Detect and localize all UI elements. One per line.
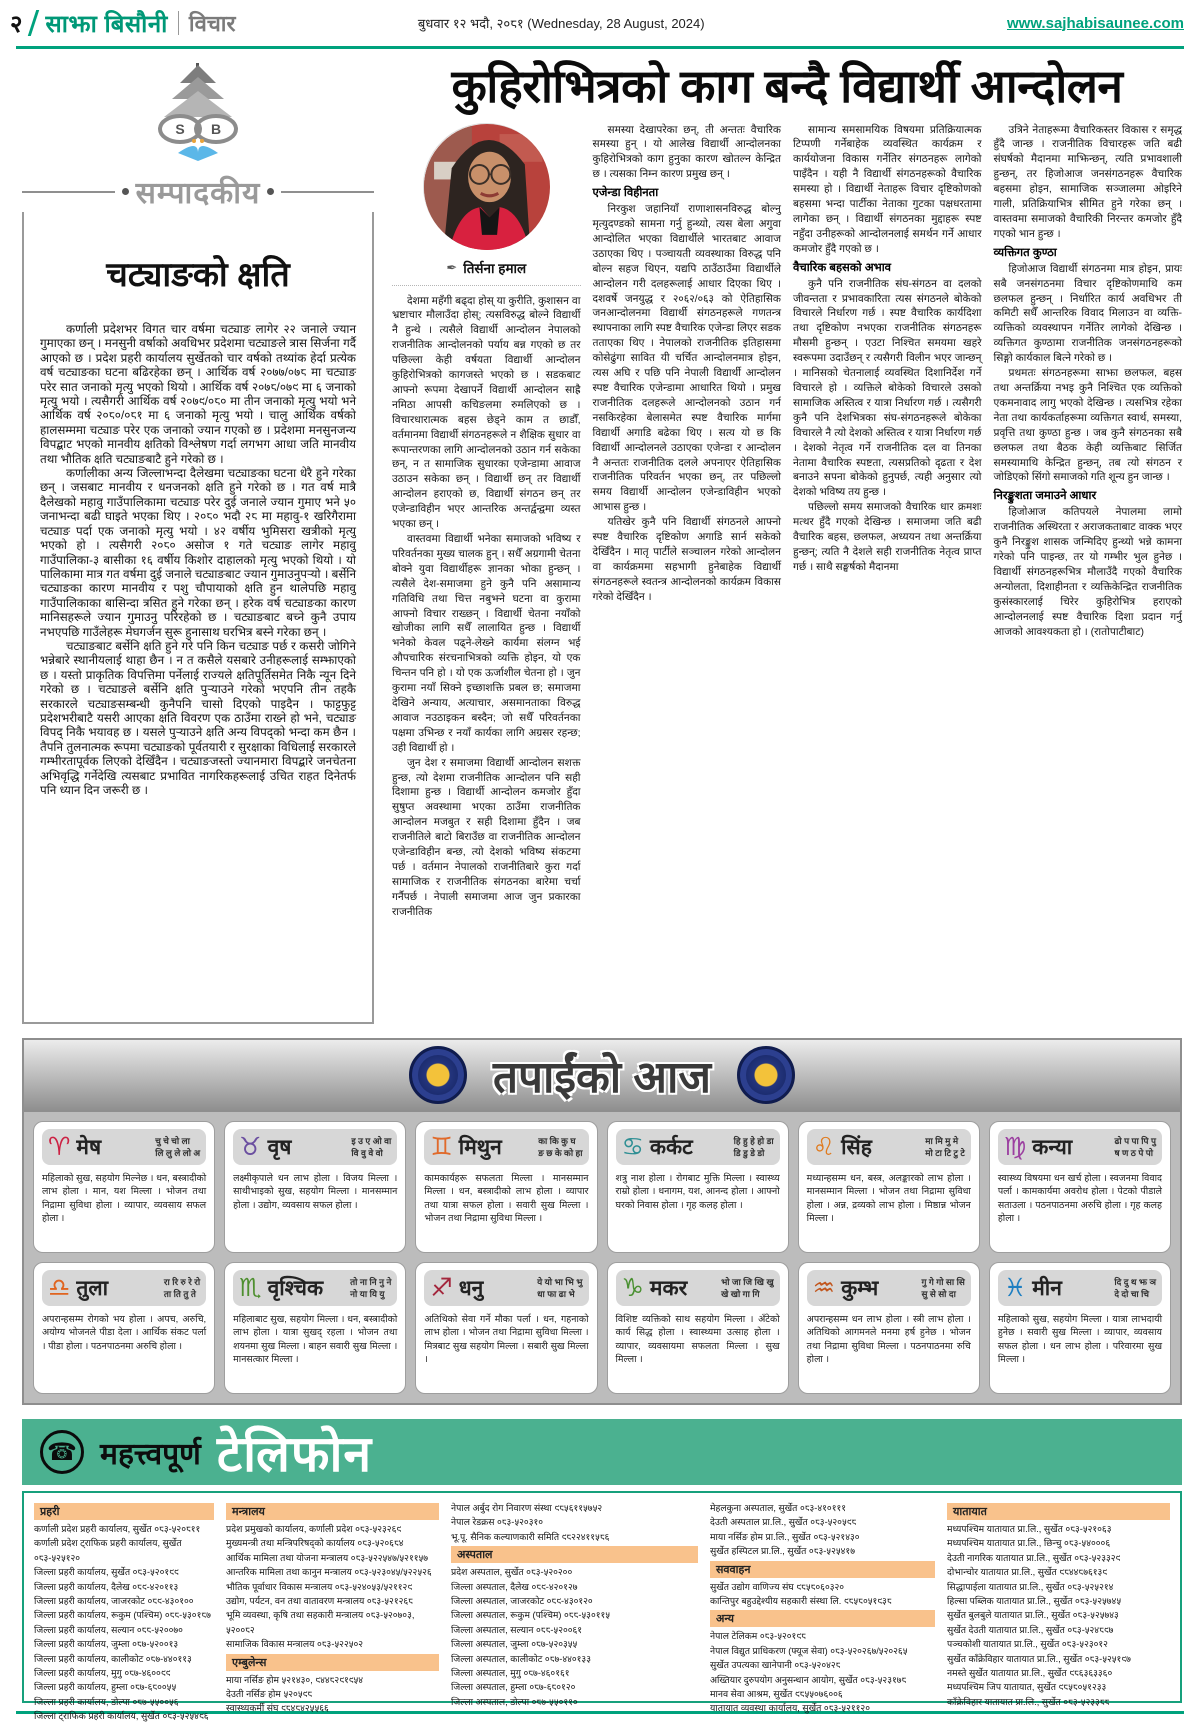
zodiac-letters-line2: वि वु वे वो: [351, 1148, 383, 1158]
phone-entry: जिल्ला अस्पताल, दैलेख ०८९-४२०१२७: [451, 1581, 578, 1592]
zodiac-letters-line1: ढो प पा पि पु: [1114, 1136, 1156, 1146]
zodiac-wheel-icon-left: [409, 1046, 467, 1104]
phone-entry: जिल्ला प्रहरी कार्यालय, सुर्खेत ०८३-५२०१९९: [34, 1567, 179, 1578]
phone-category-header: एम्बुलेन्स: [226, 1654, 439, 1671]
zodiac-prediction: मध्यान्हसम्म धन, बस्त्र, अलङ्कारको लाभ होला । मानसम्मान मिल्ला । भोजन तथा निद्रामा सुविधा होला । अन्न, द्रव्यको लाभ होला । मिष्ठान्न भोजन मिल्ला ।: [806, 1172, 971, 1224]
zodiac-1-icon: ♈: [48, 1132, 71, 1161]
zodiac-card-header: [424, 1129, 588, 1165]
phone-entry: उद्योग, पर्यटन, वन तथा वातावरण मन्त्रालय ०८३-५२१२६८: [226, 1596, 413, 1607]
article-col3-paragraph: सामान्य समसामयिक विषयमा प्रतिक्रियात्मक टिप्पणी गर्नेबाहेक व्यवस्थित कार्यक्रम र कार्ययोजना विकास गर्नेतिर संगठनहरू लागेको पाइँदैन । यही नै विद्यार्थी संगठनहरूको वैचारिक समस्या हो । विद्यार्थी नेताहरू विचार दृष्टिकोणको बहसमा भन्दा पार्टीका नेताका गुटका पक्षधरतामा लागेका छन् । विद्यार्थी संगठनका मुद्दाहरू स्पष्ट नहुँदा उनीहरूको आन्दोलनलाई समर्थन गर्ने आधार कमजोर हुँदै गएको छ ।: [793, 123, 982, 255]
phone-entry: जिल्ला प्रहरी कार्यालय, रूकुम (पश्चिम) ०८८-५३०१८७: [34, 1610, 211, 1621]
zodiac-letters-line1: दि दु थ झ ञ: [1114, 1277, 1156, 1287]
main-article: [392, 59, 1182, 1024]
zodiac-9-icon: ♐: [430, 1273, 453, 1302]
zodiac-letters: [164, 1276, 200, 1300]
article-col4-paragraph: उत्रिने नेताहरूमा वैचारिकस्तर विकास र समृद्ध हुँदै जान्छ । राजनीतिक विचारहरू जति बढी संघर्षको मैदानमा माझिन्छन्, त्यति प्रभावशाली हुन्छन्, तर हिजोआज जनसंगठनहरू वैचारिक बहसमा होइन, सामाजिक सञ्जालमा ओइरिने गाली, प्रतिक्रियाभित्र सीमित हुने गरेका छन् । वास्तवमा समाजको वैचारिकी निरन्तर कमजोर हुँदै गएको भान हुन्छ ।: [993, 123, 1182, 240]
editorial-section: [22, 59, 374, 1024]
author-byline: [446, 259, 526, 277]
zodiac-prediction: लक्ष्मीकृपाले धन लाभ होला । विजय मिल्ला । साथीभाइको सुख, सहयोग मिल्ला । मानसम्मान होला । उद्योग, व्यवसाय सफल होला ।: [233, 1172, 398, 1210]
zodiac-letters-line2: दे दो चा चि: [1114, 1289, 1149, 1299]
phone-category-header: यातायात: [947, 1503, 1170, 1520]
zodiac-wheel-icon-right: [737, 1046, 795, 1104]
zodiac-letters-line2: ता ति तु ते: [163, 1289, 196, 1299]
article-col1-paragraph: जुन देश र समाजमा विद्यार्थी आन्दोलन सशक्त हुन्छ, त्यो देशमा राजनीतिक आन्दोलन पनि सही दिशामा हुन्छ । विद्यार्थी आन्दोलन कमजोर हुँदा सुषुप्त अवस्थामा भएका ठाउँमा राजनीतिक आन्दोलन मजबुत र सही दिशामा हुँदैन । जब राजनीतिले बाटो बिराउँछ वा राजनीतिक आन्दोलन एजेन्डाविहीन बन्छ, त्यो देशको भविष्य संकटमा पर्छ । वर्तमान नेपालको राजनीतिबारे कुरा गर्दा सामाजिक र राजनीतिक संगठनका बारेमा चर्चा गर्नैपर्छ । नेपाली समाजमा आज जुन प्रकारका राजनीतिक: [392, 756, 581, 918]
zodiac-letters-line1: भो जा जि खि खु: [721, 1277, 774, 1287]
zodiac-card-9: [415, 1262, 597, 1394]
phone-entry: दोभान्चोर यातायात प्रा.लि., सुर्खेत ९८४४८७६१३९: [947, 1567, 1108, 1578]
phone-entry: जिल्ला अस्पताल, जुम्ला ०८७-५२०३५५: [451, 1639, 578, 1650]
article-col1-paragraph: देशमा महँगी बढ्दा होस् या कुरीति, कुशासन वा भ्रष्टाचार मौलाउँदा होस्; त्यसविरुद्ध बोल्ने विद्यार्थी नै हुन्थे । त्यसैले विद्यार्थी आन्दोलन नेपालको राजनीतिक आन्दोलनको पर्याय बन्न गएको छ तर पछिल्ला केही वर्षयता विद्यार्थी आन्दोलन कुहिरोभित्रको कागजस्ते भएको छ । सडकबाट आफ्नो रूपमा देखापर्ने विद्यार्थी आन्दोलन साह्रै नमिठा आपसी कचिङलमा रुमलिएको छ । विचारधारात्मक बहस छेड्ने काम त छाडौँ, वर्तमानमा विद्यार्थी संगठनहरूले न शैक्षिक सुधार वा रूपान्तरणका लागि आन्दोलनको उठान गर्न सकेका छन्, न त सामाजिक सुधारका एजेन्डामा आवाज उठाउन सकेका छन् । विद्यार्थी छन् तर विद्यार्थी आन्दोलन हराएको छ, विद्यार्थी संगठन छन् तर एजेन्डाविहीन भएर आन्तरिक अन्तर्द्वन्द्वमा व्यस्त भएका छन् ।: [392, 294, 581, 531]
phone-entry: मध्यपश्चिम यातायात प्रा.लि., सुर्खेत ०८३-५२१०६३: [947, 1524, 1112, 1534]
phone-entry: माया नर्सिङ होम प्रा.लि., सुर्खेत ०८३-५२१४३०: [710, 1531, 860, 1542]
zodiac-prediction: शत्रु नाश होला । रोगबाट मुक्ति मिल्ला । स्वास्थ्य राम्रो होला । धनागम, यश, आनन्द होला । आफ्नो घरको निवास होला । गृह कलह होला ।: [615, 1172, 780, 1210]
phone-entry: जिल्ला ट्राफिक प्रहरी कार्यालय, सुर्खेत ०८३-५२५४९६: [34, 1711, 209, 1722]
zodiac-letters-line1: रा रि रु रे रो: [163, 1277, 201, 1287]
pen-icon: ✒: [446, 259, 458, 275]
phone-entry: जिल्ला अस्पताल, हुम्ला ०८७-६८०१२०: [451, 1682, 576, 1693]
telephone-directory: [22, 1491, 1182, 1722]
phone-entry: कर्णाली प्रदेश ट्राफिक प्रहरी कार्यालय, सुर्खेत ०८३-५२५१२०: [34, 1538, 182, 1563]
zodiac-name: सिंह: [841, 1136, 872, 1159]
zodiac-letters-line2: लि लु ले लो अ: [155, 1148, 201, 1158]
zodiac-name: वृश्चिक: [267, 1277, 324, 1300]
zodiac-prediction: अपरान्हसम्म धन लाभ होला । स्त्री लाभ होला । अतिथिको आगमनले मनमा हर्ष हुनेछ । भोजन तथा निद्रामा सुविधा मिल्ला । पठनपाठनमा रुचि होला ।: [806, 1313, 971, 1365]
phone-entry: जिल्ला प्रहरी कार्यालय, कालीकोट ०८७-४४०११३: [34, 1653, 192, 1664]
zodiac-card-header: [616, 1129, 780, 1165]
phone-entry: जिल्ला अस्पताल, रूकुम (पश्चिम) ०८८-५३०११५: [451, 1610, 611, 1621]
zodiac-name: मीन: [1032, 1277, 1062, 1300]
zodiac-card-header: [233, 1129, 397, 1165]
zodiac-name: कर्कट: [649, 1136, 693, 1159]
editorial-paragraph-3: चट्याङबाट बर्सेनि क्षति हुने गरे पनि किन चट्याङ पर्छ र कसरी जोगिने भन्नेबारे स्थानीयलाई थाहा छैन । न त कसैले यसबारे उनीहरूलाई सम्झाएको छ । यस्तो प्राकृतिक विपत्तिमा पर्नेलाई राज्यले क्षतिपूर्तिसमेत निकै न्यून दिने गरेको छ । चट्याङले बर्सेनि क्षति पुऱ्याउने गरेको भएपनि तीन तहकै सरकारले चट्याङसम्बन्धी कुनैपनि चासो दिएको पाइदैन । फाट्टफुट्ट प्रदेशभरीबाटै यसरी आएका क्षति विवरण एक ठाउँमा राख्ने हो भने, चट्याङ विपद् निकै भयावह छ । यसले पुऱ्याउने क्षति अन्य विपद्को भन्दा कम छैन । तैपनि तुलनात्मक रूपमा चट्याङको पूर्वतयारी र सुरक्षाका विधिलाई सरकारले गम्भीरतापूर्वक लिएको देखिँदैन । चट्याङजस्तो ज्यानमारा विपद्बारे जनचेतना अभिवृद्धि गर्नेदेखि त्यसबाट प्रभावित नागरिकहरूलाई उचित राहत दिनेतर्फ पनि ध्यान दिन जरूरी छ ।: [40, 638, 356, 797]
phone-entry: सिद्धापाईला यातायात प्रा.लि., सुर्खेत ०८३-५२५२१४: [947, 1581, 1114, 1592]
phone-entry: देउती अस्पताल प्रा.लि., सुर्खेत ०८३-५२०५९८: [710, 1517, 857, 1528]
editorial-label-dot-right: [267, 188, 274, 195]
zodiac-name: वृष: [267, 1136, 292, 1159]
zodiac-name: तुला: [76, 1277, 109, 1300]
telephone-title-black: महत्त्वपूर्ण: [100, 1437, 201, 1471]
main-row: [0, 49, 1200, 1024]
phone-entry: सुर्खेत बुलबुले यातायात प्रा.लि., सुर्खेत ०८३-५२५७४३: [947, 1610, 1119, 1621]
editorial-paragraph-1: कर्णाली प्रदेशभर विगत चार वर्षमा चट्याङ लागेर २२ जनाले ज्यान गुमाएका छन् । मनसुनी वर्षाको अवधिभर प्रदेशमा चट्याङले त्रास सिर्जना गर्दै आएको छ । प्रदेश प्रहरी कार्यालय सुर्खेतको चार वर्षको तथ्यांक हेर्दा प्रत्येक वर्ष चट्याङका घटना बढिरहेका छन् । आर्थिक वर्ष २०७७/०७८ मा चट्याङ परेर सात जनाको मृत्यु भएको थियो । आर्थिक वर्ष २०७८/०७९ मा ६ जनाको मृत्यु भयो । त्यसैगरी आर्थिक वर्ष २०७९/०८० मा तीन जनाको मृत्यु भयो भने आर्थिक वर्ष २०८०/०८१ मा ६ जनाको मृत्यु भयो । चालु आर्थिक वर्षको हालसम्ममा चट्याङ परेर एक जनाको ज्यान गएको छ । प्रदेशमा मनसुनजन्य विपद्बाट भएको मानवीय क्षतिको विश्लेषण गर्दा लगभग आधा जति मानवीय तथा भौतिक क्षति चट्याङबाटै हुने गरेको छ ।: [40, 322, 356, 466]
zodiac-card-header: [807, 1270, 971, 1306]
zodiac-letters-line2: ङ छ के को हा: [538, 1148, 583, 1158]
zodiac-card-5: [798, 1121, 980, 1253]
article-col4-paragraph: प्रथमतः संगठनहरूमा साझा छलफल, बहस तथा अन्तर्क्रिया नभइ कुनै निश्चित एक व्यक्तिको एकमनावाद लागु भएको देखिन्छ । त्यसभित्र रहेका नेता तथा कार्यकर्ताहरूमा व्यक्तिगत स्वार्थ, समस्या, प्रवृत्ति तथा कुण्ठा हुन्छ । जब कुनै संगठनका सबै छलफल तथा बैठक केही व्यक्तिबाट सिर्जित समस्यामाथि केन्द्रित हुन्छन्, तब त्यो संगठन र जोडिएको सिंगो समाजको गति शून्य हुन जान्छ ।: [993, 367, 1182, 484]
zodiac-name: कन्या: [1032, 1136, 1073, 1159]
phone-category-header: मन्त्रालय: [226, 1503, 439, 1520]
newspaper-logo-icon: [22, 59, 374, 169]
editorial-title: चट्याङको क्षति: [106, 256, 290, 294]
phone-entry: जिल्ला प्रहरी कार्यालय, सल्यान ०८८-५२००७०: [34, 1624, 183, 1635]
phone-column-1: [34, 1501, 214, 1722]
zodiac-letters-line1: ये यो भा भि भु: [537, 1277, 583, 1287]
phone-entry: भू.पू. सैनिक कल्याणकारी समिति ९८२२४११५८६: [451, 1531, 610, 1542]
zodiac-12-icon: ♓: [1003, 1273, 1027, 1302]
editorial-label: सम्पादकीय: [135, 177, 261, 210]
article-column-1: [392, 123, 581, 937]
phone-entry: कान्तिपुर बहुउद्देश्यीय सहकारी संस्था लि. ९८५८०५१९३८: [710, 1596, 892, 1607]
article-col2-subheading: एजेन्डा विहीनता: [592, 187, 659, 200]
phone-entry: जिल्ला अस्पताल, मुगु ०८७-४६०१६१: [451, 1668, 570, 1679]
phone-entry: पञ्चकोशी यातायात प्रा.लि., सुर्खेत ०८३-५२३०१२: [947, 1639, 1108, 1650]
phone-entry: जिल्ला प्रहरी कार्यालय, मुगु ०८७-४६००९९: [34, 1668, 171, 1679]
zodiac-8-icon: ♏: [239, 1273, 262, 1302]
phone-entry: सामाजिक विकास मन्त्रालय ०८३-५२२५०२: [226, 1639, 364, 1650]
phone-entry: प्रदेश अस्पताल, सुर्खेत ०८३-५२०२००: [451, 1567, 573, 1578]
phone-column-3: [451, 1501, 698, 1707]
article-col4-paragraph: हिजोआज विद्यार्थी संगठनमा मात्र होइन, प्रायः सबै जनसंगठनमा विचार दृष्टिकोणमाथि कम छलफल हुन्छन् । निर्धारित कार्य अवधिभर ती कमिटी सधैँ आन्तरिक विवाद मिलाउन वा व्यक्ति-व्यक्तिको व्यवस्थापन गर्नेतिर लागेको देखिन्छ । व्यक्तिगत कुण्ठामा राजनीतिक जनसंगठनहरूको सिङ्गो कार्यकाल बित्ने गरेको छ ।: [993, 262, 1182, 365]
phone-entry: हिल्सा पब्लिक यातायात प्रा.लि., सुर्खेत ०८३-५२५७४५: [947, 1596, 1122, 1607]
zodiac-10-icon: ♑: [621, 1273, 644, 1302]
phone-entry: मुख्यमन्त्री तथा मन्त्रिपरिषद्को कार्यालय ०८३-५२०६८४: [226, 1538, 404, 1549]
phone-entry: सुर्खेत उपत्यका खानेपानी ०८३-५२०४२८: [710, 1660, 841, 1671]
author-photo-block: [392, 123, 581, 294]
zodiac-4-icon: ♋: [621, 1132, 644, 1161]
phone-entry: आन्तरिक मामिला तथा कानुन मन्त्रालय ०८३-५२३०४५/५२२५२६: [226, 1567, 432, 1578]
horoscope-title: तपाईंको आज: [492, 1053, 712, 1102]
author-divider: [392, 285, 581, 286]
article-column-4: [994, 123, 1183, 937]
article-col4-paragraph: हिजोआज कतिपयले नेपालमा लामो राजनीतिक अस्थिरता र अराजकताबाट वाक्क भएर कुनै निरङ्कुश शासक जन्मिदिए हुन्थ्यो भन्ने कामना गरेको पनि पाइन्छ, तर यो गम्भीर भुल हुनेछ । विद्यार्थी संगठनहरूभित्र मौलाउँदै गएको वैचारिक अन्योलता, दिशाहीनता र व्यक्तिकेन्द्रित राजनीतिक कुसंस्कारलाई चिरेर कुहिरोभित्र हराएको आन्दोलनलाई स्पष्ट वैचारिक दिशा प्रदान गर्नु आजको आवश्यकता हो । (रातोपाटीबाट): [993, 506, 1182, 638]
zodiac-card-header: [233, 1270, 397, 1306]
zodiac-letters-line2: मो टा टि टु टे: [925, 1148, 965, 1158]
zodiac-letters-line1: मा मि मु मे: [925, 1136, 959, 1146]
editorial-label-line-right: [281, 191, 374, 193]
zodiac-letters-line1: हि हु हे हो डा: [733, 1136, 774, 1146]
phone-entry: भौतिक पूर्वाधार विकास मन्त्रालय ०८३-५२४०५३/५२११२९: [226, 1581, 413, 1592]
zodiac-3-icon: ♊: [430, 1132, 453, 1161]
phone-category-header: अस्पताल: [451, 1546, 698, 1563]
zodiac-card-8: [224, 1262, 406, 1394]
zodiac-prediction: अपरान्हसम्म रोगको भय होला । अपच, अरुचि, अयोग्य भोजनले पीडा देला । आर्थिक संकट पर्ला । पीडा होला । पठनपाठनमा अरुचि होला ।: [42, 1313, 207, 1351]
zodiac-prediction: विशिष्ट व्यक्तिको साथ सहयोग मिल्ला । अँटेको कार्य सिद्ध होला । स्वास्थ्यमा उत्साह होला । व्यापार, व्यवसायमा सफलता मिल्ला । सुख मिल्ला ।: [615, 1313, 780, 1365]
zodiac-2-icon: ♉: [239, 1132, 262, 1161]
zodiac-name: कुम्भ: [841, 1277, 879, 1300]
zodiac-prediction: कामकार्यहरू सफलता मिल्ला । मानसम्मान मिल्ला । धन, बस्त्रादीको लाभ होला । व्यापार तथा यात्रा सफल होला । सवारी सुख मिल्ला । भोजन तथा निद्रामा सुविधा मिल्ला ।: [424, 1172, 589, 1224]
zodiac-letters: [721, 1276, 774, 1300]
horoscope-grid: [24, 1112, 1180, 1403]
phone-category-header: प्रहरी: [34, 1503, 214, 1520]
phone-entry: भूमि व्यवस्था, कृषि तथा सहकारी मन्त्रालय ०८३-५२०७०३, ५२००८२: [226, 1610, 415, 1635]
author-photo: [423, 123, 549, 249]
phone-entry: मानव सेवा आश्रम, सुर्खेत ९८५५०७६००६: [710, 1689, 843, 1700]
zodiac-name: धनु: [458, 1277, 484, 1300]
phone-entry: जिल्ला प्रहरी कार्यालय, दैलेख ०८९-४२०११३: [34, 1581, 179, 1592]
zodiac-letters: [1114, 1276, 1156, 1300]
phone-entry: मेहलकुना अस्पताल, सुर्खेत ०८३-४१०१११: [710, 1503, 847, 1513]
section-label: विचार: [188, 11, 236, 36]
section-divider: [178, 11, 179, 35]
article-col4-subheading: निरङ्कुशता जमाउने आधार: [993, 490, 1097, 503]
article-col3-paragraph: पछिल्लो समय समाजको वैचारिक धार क्रमशः मत्थर हुँदै गएको देखिन्छ । समाजमा जति बढी वैचारिक बहस, छलफल, अध्ययन तथा अन्तर्क्रिया हुन्छन्; त्यति नै देशले सही राजनीतिक नेतृत्व प्राप्त गर्छ । साथै सङ्घर्षको मैदानमा: [793, 501, 982, 573]
article-col2-paragraph: यतिखेर कुनै पनि विद्यार्थी संगठनले आफ्नो स्पष्ट वैचारिक दृष्टिकोण अगाडि सार्न सकेको देखिँदैन । मातृ पार्टीले सञ्चालन गरेको आन्दोलन वा कार्यक्रममा सहभागी हुनेबाहेक विद्यार्थी संगठनहरूले स्वतन्त्र आन्दोलनको कार्यक्रम विकास गरेको देखिँदैन ।: [592, 516, 781, 603]
phone-category-header: अन्य: [710, 1610, 935, 1627]
zodiac-name: मिथुन: [458, 1136, 502, 1159]
zodiac-letters: [351, 1135, 391, 1159]
zodiac-prediction: स्वास्थ्य विषयमा धन खर्च होला । स्वजनमा विवाद पर्ला । कामकार्यमा अवरोध होला । पेटको पीडाले सताउला । पठनपाठनमा अरुचि होला । गृह कलह होला ।: [997, 1172, 1162, 1224]
editorial-paragraph-2: कर्णालीका अन्य जिल्लाभन्दा दैलेखमा चट्याङका घटना धेरै हुने गरेका छन् । जसबाट मानवीय र धनजनको क्षति हुने गरेको छ । गत वर्ष मात्रै दैलेखको महावु गाउँपालिकामा चट्याङ परेर दुई जनाले ज्यान गुमाए भने ५० जनाभन्दा बढी घाइते भएका थिए । २०८० भदौ २८ मा महावु-१ खरिगैरामा चट्याङ पर्दा एक जनाको मृत्यु भयो । ४२ वर्षीय भुमिसरा खत्रीको मृत्यु भएको हो । त्यसैगरी २०८० असोज १ गते चट्याङ लागेर महावु गाउँपालिका-३ बासीका १६ वर्षीय किशोर दाहालको मृत्यु भएको थियो । यो पालिकामा मात्र गत वर्षमा दुई जनाले चट्याङबाट ज्यान गुमाउनुपऱ्यो । बर्सेनि चट्याङका कारण मानवीय र पशु चौपायाको क्षति हुन थालेपछि महावु गाउँपालिकाका बासिन्दा त्रसित हुने गरेका छन् । हरेक वर्ष चट्याङका कारण मानिसहरूले ज्यान गुमाउनु परिरहेको छ । चट्याङबाट बच्ने कुनै उपाय नभएपछि गाउँलेहरू मेघगर्जन सुरू हुनासाथ घरभित्र बस्ने गरेका छन् ।: [40, 466, 356, 639]
article-column-2: [593, 123, 782, 937]
phone-entry: नेपाल टेलिकम ०८३-५२०१९८: [710, 1631, 806, 1642]
zodiac-letters-line2: धा फा ढा भे: [537, 1289, 575, 1299]
phone-entry: जिल्ला अस्पताल, सल्यान ०८८-५२००६१: [451, 1624, 583, 1635]
editorial-label-row: [22, 171, 374, 212]
editorial-label-dot-left: [122, 188, 129, 195]
zodiac-card-header: [42, 1129, 206, 1165]
svg-text:B: B: [210, 121, 222, 137]
zodiac-letters-line1: तो ना नि नु ने: [350, 1277, 392, 1287]
zodiac-card-header: [42, 1270, 206, 1306]
phone-entry: जिल्ला प्रहरी कार्यालय, जुम्ला ०८७-५२००१३: [34, 1639, 179, 1650]
phone-entry: सुर्खेत देउती यातायात प्रा.लि., सुर्खेत ०८३-५२४८९७: [947, 1624, 1114, 1635]
masthead: साझा बिसौनी: [45, 10, 168, 38]
zodiac-letters-line2: डि डु डे डो: [733, 1148, 765, 1158]
phone-column-4: [710, 1501, 935, 1714]
zodiac-card-header: [807, 1129, 971, 1165]
zodiac-card-3: [415, 1121, 597, 1253]
masthead-divider: [28, 10, 39, 36]
phone-entry: आर्थिक मामिला तथा योजना मन्त्रालय ०८३-५२२५४७/५२११५७: [226, 1552, 429, 1563]
article-col2-paragraph: समस्या देखापरेका छन्, ती अन्ततः वैचारिक समस्या हुन् । यो आलेख विद्यार्थी आन्दोलनका कुहिरोभित्रको काग हुनुका कारण खोतल्न केन्द्रित छ । त्यसका निम्न कारण प्रमुख छन् ।: [592, 123, 781, 181]
zodiac-card-4: [607, 1121, 789, 1253]
phone-entry: देउती नागरिक यातायात प्रा.लि., सुर्खेत ०८३-५२३३२९: [947, 1552, 1121, 1563]
zodiac-prediction: महिलाको सुख, सहयोग मिल्नेछ । धन, बस्त्रादीको लाभ होला । मान, यश मिल्ला । भोजन तथा निद्रामा सुविधा होला । व्यापार, व्यवसाय सफल होला ।: [42, 1172, 207, 1224]
zodiac-letters-line1: गु गे गो सा सि: [921, 1277, 965, 1287]
zodiac-11-icon: ♒: [812, 1273, 836, 1302]
zodiac-letters-line2: ष ण ठ पे पो: [1114, 1148, 1154, 1158]
article-col3-subheading: वैचारिक बहसको अभाव: [793, 261, 892, 274]
phone-entry: नेपाल रेडक्रस ०८३-५२०३१०: [451, 1517, 544, 1528]
zodiac-letters: [734, 1135, 774, 1159]
zodiac-prediction: महिलाको सुख, सहयोग मिल्ला । यात्रा लाभदायी हुनेछ । सवारी सुख मिल्ला । व्यापार, व्यवसाय सफल होला । धन लाभ होला । परिवारमा सुख मिल्ला ।: [997, 1313, 1162, 1365]
phone-entry: माया नर्सिङ होम ५२१४३०, ९४४८२९१९५४: [226, 1674, 364, 1685]
phone-column-5: [947, 1501, 1170, 1707]
zodiac-letters: [1114, 1135, 1156, 1159]
page-number: २: [10, 10, 23, 38]
phone-category-header: सववाहन: [710, 1561, 935, 1578]
article-headline: कुहिरोभित्रको काग बन्दै विद्यार्थी आन्दोलन: [451, 60, 1123, 112]
zodiac-card-header: [998, 1270, 1162, 1306]
zodiac-prediction: अतिथिको सेवा गर्ने मौका पर्ला । धन, गहनाको लाभ होला । भोजन तथा निद्रामा सुविधा मिल्ला । मित्रबाट सुख सहयोग मिल्ला । सबारी सुख मिल्ला ।: [424, 1313, 589, 1365]
phone-column-2: [226, 1501, 439, 1714]
zodiac-letters-line1: चु चे चो ला: [155, 1136, 190, 1146]
telephone-icon: ☎: [40, 1430, 84, 1474]
website-link[interactable]: www.sajhabisaunee.com: [1006, 14, 1184, 32]
svg-text:S: S: [175, 121, 185, 137]
zodiac-letters-line2: सु से सो दा: [921, 1289, 956, 1299]
phone-entry: सुर्खेत उद्योग वाणिज्य संघ ९८५८०६०३२०: [710, 1581, 845, 1592]
phone-entry: नमस्ते सुर्खेत यातायात प्रा.लि., सुर्खेत ९८६३६३३६०: [947, 1668, 1113, 1679]
zodiac-name: मेष: [76, 1136, 102, 1159]
article-col1-paragraph: वास्तवमा विद्यार्थी भनेका समाजको भविष्य र परिवर्तनका मुख्य चालक हुन् । सधैँ अग्रगामी चेतना बोक्ने युवा विद्यार्थीहरू ज्ञानका भोका हुन्छन् । त्यसैले देश-समाजमा हुने कुनै पनि असामान्य गतिविधि तथा चित्त नबुझ्ने घटना वा कुरामा आफ्नो विचार राख्छन् । विद्यार्थी चेतना नयाँको खोजीका लागि सधैँ लालायित हुन्छ । विद्यार्थी भनेको केवल पढ्ने-लेख्ने कार्यमा संलग्न भई औपचारिक संरचनाभित्रको व्यक्ति होइन, यो एक चिन्तन पनि हो । यो एक ऊर्जाशील चेतना हो । जुन कुरामा नयाँ सिक्ने इच्छाशक्ति प्रबल छ; समाजमा देखिने अन्याय, अत्याचार, असमानताका विरुद्ध आवाज नउठाइकन बस्दैन; जो सधैँ परिवर्तनका पक्षमा उभिन्छ र नयाँ कार्यका लागि अग्रसर रहन्छ; उही विद्यार्थी हो ।: [392, 533, 581, 754]
article-col3-paragraph: कुनै पनि राजनीतिक संघ-संगठन वा दलको जीवन्तता र प्रभावकारिता त्यस संगठनले बोकेको विचारले निर्धारण गर्छ । स्पष्ट वैचारिक कार्यदिशा तथा दृष्टिकोण नभएका राजनीतिक संगठनहरू मौसमी हुन्छन् । एउटा निश्चित समयमा खहरे स्वरूपमा उदाउँछन् र त्यसैगरी विलीन भएर जान्छन् । मानिसको चेतनालाई व्यवस्थित दिशानिर्देश गर्ने विचारले हो । व्यक्तिले बोकेको विचारले उसको सामाजिक अस्तित्व र यात्रा निर्धारण गर्छ । त्यसैगरी कुनै पनि देशभित्रका संघ-संगठनहरूले बोकेका विचारले नै त्यो देशको अस्तित्व र यात्रा निर्धारण गर्छ । देशको नेतृत्व गर्ने राजनीतिक दल वा तिनका नेतामा वैचारिक स्पष्टता, त्यसप्रतिको दृढता र देश बनाउने सपना बोकेको हुनुपर्छ, त्यही अनुसार त्यो देशको भविष्य तय हुन्छ ।: [793, 277, 982, 499]
zodiac-card-header: [616, 1270, 780, 1306]
phone-entry: नेपाल विद्युत प्राधिकरण (फ्यूज सेवा) ०८३-५२०२६७/५२०२६५: [710, 1645, 908, 1656]
zodiac-card-header: [998, 1129, 1162, 1165]
phone-entry: मध्यपश्चिम जिप यातायात, सुर्खेत ९८५८०५१२३३: [947, 1682, 1107, 1693]
zodiac-letters-line2: खे खो गा गि: [721, 1289, 760, 1299]
issue-date: बुधवार १२ भदौ, २०८१ (Wednesday, 28 August, 2024): [417, 16, 705, 31]
zodiac-card-6: [989, 1121, 1171, 1253]
zodiac-name: मकर: [649, 1277, 688, 1300]
zodiac-card-2: [224, 1121, 406, 1253]
editorial-body: [40, 322, 356, 797]
zodiac-6-icon: ♍: [1003, 1132, 1027, 1161]
zodiac-letters-line1: इ उ ए ओ वा: [351, 1136, 392, 1146]
phone-entry: कर्णाली प्रदेश प्रहरी कार्यालय, सुर्खेत ०८३-५२०८११: [34, 1524, 201, 1534]
phone-entry: स्वास्थ्यकर्मी संघ ९८४८४२५५६६: [226, 1703, 329, 1714]
article-column-3: [793, 123, 982, 937]
phone-entry: जिल्ला प्रहरी कार्यालय, डोल्पा ०८७-५५००५६: [34, 1696, 179, 1707]
zodiac-letters: [537, 1276, 582, 1300]
zodiac-card-1: [33, 1121, 215, 1253]
editorial-box: [22, 212, 374, 1024]
phone-entry: मध्यपश्चिम यातायात प्रा.लि., छिन्चु ०८३-५४०००६: [947, 1538, 1111, 1549]
phone-entry: सुर्खेत काँक्रेविहार यातायात प्रा.लि., सुर्खेत ०८३-५२५१९७: [947, 1653, 1131, 1664]
zodiac-card-12: [989, 1262, 1171, 1394]
phone-entry: अख्तियार दुरुपयोग अनुसन्धान आयोग, सुर्खेत ०८३-५२३१७८: [710, 1674, 907, 1685]
zodiac-letters-line2: नो या यि यु: [350, 1289, 385, 1299]
phone-entry: प्रदेश प्रमुखको कार्यालय, कर्णाली प्रदेश ०८३-५२३२६९: [226, 1524, 402, 1534]
zodiac-letters-line1: का कि कु घ: [538, 1136, 576, 1146]
phone-entry: देउती नर्सिङ होम ५२०५९८: [226, 1689, 313, 1700]
zodiac-card-10: [607, 1262, 789, 1394]
phone-entry: जिल्ला अस्पताल, डोल्पा ०८७-५५०११०: [451, 1696, 578, 1707]
zodiac-letters: [350, 1276, 391, 1300]
phone-entry: काँक्रेविहार यातायात प्रा.लि., सुर्खेत ०८३-५२३३८८: [947, 1696, 1110, 1707]
article-col2-paragraph: निरकुश जहानियाँ राणाशासनविरुद्ध बोल्नु मृत्युदण्डको सामना गर्नु हुन्थ्यो, त्यस बेला अगुवा आन्दोलित भएका विद्यार्थीले भारतबाट आवाज उठाएका थिए । पञ्चायती व्यवस्थाका विरुद्ध पनि बोल्न सहज थिएन, यद्यपि ठाउँठाउँमा विद्यार्थीले आन्दोलन गरी दलहरूलाई आधार दिएका थिए । दशवर्षे जनयुद्ध र २०६२/०६३ को ऐतिहासिक जनआन्दोलनमा विद्यार्थी संगठनहरूले गणतन्त्र स्थापनाका लागि स्पष्ट वैचारिक एजेन्डा लिएर सडक तताएका थिए । नेपालको राजनीतिक इतिहासमा कोसेढुंगा सावित यी चर्चित आन्दोलनमात्र होइन, त्यस अघि र पछि पनि नेपाली विद्यार्थी आन्दोलन स्पष्ट वैचारिक एजेन्डामा आधारित थियो । प्रमुख राजनीतिक दलहरूले आन्दोलनको उठान गर्न नसकिरहेका बेलासमेत स्पष्ट वैचारिक मार्गमा विद्यार्थी अगाडि बढेका थिए । सत्य यो छ कि विद्यार्थी आन्दोलनले उठाएका एजेन्डा र आन्दोलन नै अन्ततः राजनीतिक दलले अपनाएर ऐतिहासिक राजनीतिक परिवर्तन भएका छन्, तर पछिल्लो समय विद्यार्थी आन्दोलन एजेन्डाविहीन भएको आभास हुन्छ ।: [592, 203, 781, 514]
phone-entry: सुर्खेत हस्पिटल प्रा.लि., सुर्खेत ०८३-५२५४१७: [710, 1546, 855, 1557]
editorial-label-line-left: [22, 191, 115, 193]
author-name: तिर्सना हमाल: [463, 260, 527, 276]
phone-entry: जिल्ला अस्पताल, जाजरकोट ०८९-४३०१२०: [451, 1596, 593, 1607]
horoscope-section: [22, 1038, 1182, 1405]
phone-entry: यातायात व्यवस्था कार्यालय, सुर्खेत ०८३-५२११२०: [710, 1703, 870, 1714]
zodiac-letters: [925, 1135, 965, 1159]
phone-entry: जिल्ला अस्पताल, कालीकोट ०८७-४४०१३३: [451, 1653, 591, 1664]
zodiac-card-7: [33, 1262, 215, 1394]
zodiac-7-icon: ♎: [48, 1273, 71, 1302]
zodiac-letters: [155, 1135, 200, 1159]
zodiac-prediction: महिलाबाट सुख, सहयोग मिल्ला । धन, बस्त्रादीको लाभ होला । यात्रा सुखद् रहला । भोजन तथा शयनमा सुख मिल्ला । बाहन सवारी सुख मिल्ला । मानसत्कार मिल्ला ।: [233, 1313, 398, 1365]
zodiac-5-icon: ♌: [812, 1132, 836, 1161]
phone-entry: नेपाल अर्बुद रोग निवारण संस्था ९८५६११५७५२: [451, 1503, 603, 1513]
horoscope-banner: [24, 1040, 1180, 1112]
zodiac-letters: [538, 1135, 582, 1159]
article-col4-subheading: व्यक्तिगत कुण्ठा: [993, 246, 1057, 259]
zodiac-card-header: [424, 1270, 588, 1306]
telephone-banner: [22, 1419, 1182, 1485]
article-columns: [392, 123, 1182, 937]
phone-entry: जिल्ला प्रहरी कार्यालय, जाजरकोट ०८९-४३०१००: [34, 1596, 194, 1607]
zodiac-card-11: [798, 1262, 980, 1394]
zodiac-letters: [921, 1276, 964, 1300]
phone-entry: जिल्ला प्रहरी कार्यालय, हुम्ला ०८७-६८००५५: [34, 1682, 177, 1693]
page-header: [0, 0, 1200, 46]
telephone-title-white: टेलिफोन: [216, 1426, 373, 1482]
